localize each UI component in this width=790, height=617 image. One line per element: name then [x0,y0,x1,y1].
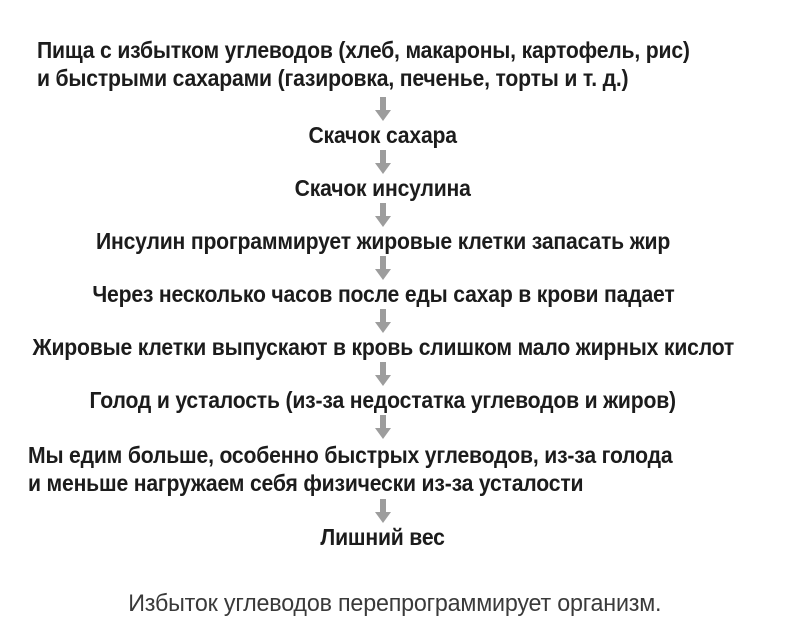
flow-step-insulin-spike [0,176,766,201]
figure-caption [0,590,790,617]
arrow-down-icon [375,499,391,523]
step-line [37,64,766,92]
step-text: Пища с избытком углеводов (хлеб, макароны, картофель, рис) [37,37,690,63]
step-text: Лишний вес [320,524,446,550]
flow-step-source-food [0,36,766,92]
caption-text: Избыток углеводов перепрограммирует организм. [128,590,662,617]
step-text: и меньше нагружаем себя физически из-за усталости [28,470,584,496]
flow-step-excess-weight [0,525,766,550]
arrow-down-icon [375,309,391,333]
step-text: Скачок сахара [308,122,458,148]
arrow-down-icon [375,362,391,386]
step-line [28,469,766,497]
flow-step-fat-cells-release-few-acids [0,335,766,360]
step-text: Жировые клетки выпускают в кровь слишком мало жирных кислот [32,334,734,360]
arrow-down-icon [375,256,391,280]
arrow-down-icon [375,97,391,121]
step-text: Мы едим больше, особенно быстрых углеводов, из-за голода [28,442,673,468]
step-text: Инсулин программирует жировые клетки запасать жир [95,228,671,254]
flow-step-sugar-spike [0,123,766,148]
arrow-down-glyph [375,362,391,386]
arrow-down-glyph [375,309,391,333]
arrow-down-glyph [375,97,391,121]
arrow-down-glyph [375,415,391,439]
step-line [37,36,766,64]
flow-step-eat-more-move-less [0,441,766,497]
flow-step-insulin-programs-fat-cells [0,229,766,254]
arrow-down-glyph [375,256,391,280]
arrow-down-glyph [375,150,391,174]
step-text: Голод и усталость (из-за недостатка углеводов и жиров) [89,387,677,413]
arrow-down-icon [375,415,391,439]
flow-step-blood-sugar-drops [0,282,766,307]
arrow-down-icon [375,203,391,227]
step-text: и быстрыми сахарами (газировка, печенье, торты и т. д.) [37,65,629,91]
arrow-down-glyph [375,499,391,523]
step-line [28,441,766,469]
step-text: Через несколько часов после еды сахар в крови падает [91,281,675,307]
arrow-down-glyph [375,203,391,227]
flow-step-hunger-and-fatigue [0,388,766,413]
step-text: Скачок инсулина [294,175,472,201]
arrow-down-icon [375,150,391,174]
